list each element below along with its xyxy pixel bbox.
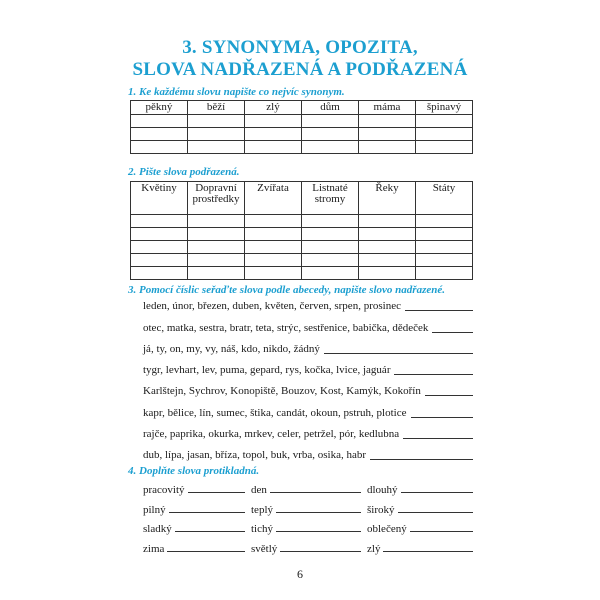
answer-cell[interactable] (188, 241, 245, 254)
answer-cell[interactable] (302, 228, 359, 241)
table-row (131, 228, 473, 241)
answer-cell[interactable] (359, 254, 416, 267)
antonym-word: oblečený (367, 523, 407, 535)
page-subtitle: SLOVA NADŘAZENÁ A PODŘAZENÁ (132, 59, 468, 80)
word-list: tygr, levhart, lev, puma, gepard, rys, kočka, lvice, jaguár (143, 364, 391, 376)
word-list: otec, matka, sestra, bratr, teta, strýc, sestřenice, babička, dědeček (143, 322, 429, 334)
table-row (131, 267, 473, 280)
answer-cell[interactable] (416, 254, 473, 267)
antonym-word: pilný (143, 504, 166, 516)
table-row (131, 254, 473, 267)
answer-cell[interactable] (359, 267, 416, 280)
answer-cell[interactable] (302, 267, 359, 280)
synonym-header: máma (359, 101, 416, 115)
answer-cell[interactable] (188, 228, 245, 241)
answer-line[interactable] (410, 530, 473, 532)
antonym-word: světlý (251, 543, 278, 555)
answer-line[interactable] (167, 550, 245, 552)
antonym-word: teplý (251, 504, 273, 516)
antonym-word: sladký (143, 523, 172, 535)
category-header: Zvířata (245, 182, 302, 215)
answer-line[interactable] (411, 416, 474, 418)
page-number: 6 (297, 567, 303, 581)
category-header: Květiny (131, 182, 188, 215)
answer-cell[interactable] (188, 115, 245, 128)
synonym-table (130, 100, 473, 154)
antonym-row (143, 539, 473, 555)
answer-cell[interactable] (131, 215, 188, 228)
answer-line[interactable] (276, 530, 361, 532)
ordering-row (143, 383, 473, 399)
answer-line[interactable] (432, 331, 473, 333)
ordering-row (143, 298, 473, 314)
answer-cell[interactable] (416, 115, 473, 128)
antonym-word: široký (367, 504, 395, 516)
answer-cell[interactable] (245, 215, 302, 228)
answer-cell[interactable] (416, 141, 473, 154)
answer-cell[interactable] (245, 128, 302, 141)
task-3-heading: 3. Pomocí číslic seřaďte slova podle abecedy, napište slovo nadřazené. (128, 284, 445, 296)
answer-cell[interactable] (302, 115, 359, 128)
answer-cell[interactable] (131, 254, 188, 267)
answer-cell[interactable] (359, 241, 416, 254)
table-row (131, 128, 473, 141)
answer-line[interactable] (324, 352, 473, 354)
antonym-word: tichý (251, 523, 273, 535)
antonym-word: den (251, 484, 267, 496)
answer-cell[interactable] (188, 267, 245, 280)
answer-cell[interactable] (188, 215, 245, 228)
answer-cell[interactable] (131, 228, 188, 241)
synonym-header: běží (188, 101, 245, 115)
answer-cell[interactable] (302, 128, 359, 141)
answer-line[interactable] (188, 491, 245, 493)
answer-line[interactable] (370, 458, 473, 460)
answer-line[interactable] (398, 511, 474, 513)
task-4-heading: 4. Doplňte slova protikladná. (128, 465, 260, 477)
table-row (131, 141, 473, 154)
page-title: 3. SYNONYMA, OPOZITA, (182, 37, 418, 58)
ordering-row (143, 405, 473, 421)
answer-line[interactable] (169, 511, 245, 513)
answer-cell[interactable] (359, 215, 416, 228)
answer-cell[interactable] (359, 128, 416, 141)
answer-line[interactable] (175, 530, 245, 532)
task-2-heading: 2. Pište slova podřazená. (128, 166, 240, 178)
answer-cell[interactable] (302, 254, 359, 267)
answer-line[interactable] (405, 309, 473, 311)
word-list: dub, lípa, jasan, bříza, topol, buk, vrba, osika, habr (143, 449, 367, 461)
answer-cell[interactable] (416, 128, 473, 141)
ordering-row (143, 341, 473, 357)
answer-cell[interactable] (188, 254, 245, 267)
answer-cell[interactable] (245, 241, 302, 254)
answer-line[interactable] (383, 550, 473, 552)
answer-cell[interactable] (131, 241, 188, 254)
answer-cell[interactable] (131, 141, 188, 154)
word-list: leden, únor, březen, duben, květen, červen, srpen, prosinec (143, 300, 401, 312)
answer-cell[interactable] (131, 267, 188, 280)
answer-cell[interactable] (245, 141, 302, 154)
answer-cell[interactable] (302, 215, 359, 228)
ordering-row (143, 320, 473, 336)
table-row (131, 215, 473, 228)
ordering-row (143, 447, 473, 463)
word-list: Karlštejn, Sychrov, Konopiště, Bouzov, Kost, Kamýk, Kokořín (143, 385, 421, 397)
answer-cell[interactable] (359, 141, 416, 154)
answer-cell[interactable] (188, 128, 245, 141)
antonym-row (143, 500, 473, 516)
answer-cell[interactable] (302, 141, 359, 154)
synonym-header: dům (302, 101, 359, 115)
antonym-word: zima (143, 543, 165, 555)
answer-cell[interactable] (416, 241, 473, 254)
answer-line[interactable] (425, 394, 473, 396)
antonym-word: pracovitý (143, 484, 185, 496)
answer-line[interactable] (280, 550, 361, 552)
answer-cell[interactable] (416, 267, 473, 280)
answer-line[interactable] (401, 491, 473, 493)
answer-line[interactable] (394, 373, 473, 375)
table-row (131, 241, 473, 254)
answer-cell[interactable] (416, 215, 473, 228)
antonym-row (143, 480, 473, 496)
answer-line[interactable] (403, 437, 473, 439)
category-header: Státy (416, 182, 473, 215)
category-header: Dopravní prostředky (188, 182, 245, 215)
answer-cell[interactable] (302, 241, 359, 254)
answer-cell[interactable] (245, 115, 302, 128)
category-header: Listnaté stromy (302, 182, 359, 215)
task-1-heading: 1. Ke každému slovu napište co nejvíc synonym. (128, 86, 345, 98)
ordering-row (143, 362, 473, 378)
antonym-word: dlouhý (367, 484, 398, 496)
subordinate-table (130, 181, 473, 280)
answer-line[interactable] (276, 511, 361, 513)
answer-cell[interactable] (359, 115, 416, 128)
answer-cell[interactable] (188, 141, 245, 154)
word-list: rajče, paprika, okurka, mrkev, celer, petržel, pór, kedlubna (143, 428, 400, 440)
word-list: já, ty, on, my, vy, náš, kdo, nikdo, žádný (143, 343, 320, 355)
answer-cell[interactable] (416, 228, 473, 241)
answer-cell[interactable] (359, 228, 416, 241)
answer-cell[interactable] (245, 228, 302, 241)
answer-line[interactable] (270, 491, 361, 493)
antonym-row (143, 519, 473, 535)
ordering-row (143, 426, 473, 442)
category-header: Řeky (359, 182, 416, 215)
synonym-header: pěkný (131, 101, 188, 115)
answer-cell[interactable] (245, 254, 302, 267)
answer-cell[interactable] (131, 128, 188, 141)
answer-cell[interactable] (245, 267, 302, 280)
answer-cell[interactable] (131, 115, 188, 128)
table-row (131, 115, 473, 128)
synonym-header: špinavý (416, 101, 473, 115)
word-list: kapr, bělice, lín, sumec, štika, candát, okoun, pstruh, plotice (143, 407, 407, 419)
antonym-word: zlý (367, 543, 381, 555)
synonym-header: zlý (245, 101, 302, 115)
